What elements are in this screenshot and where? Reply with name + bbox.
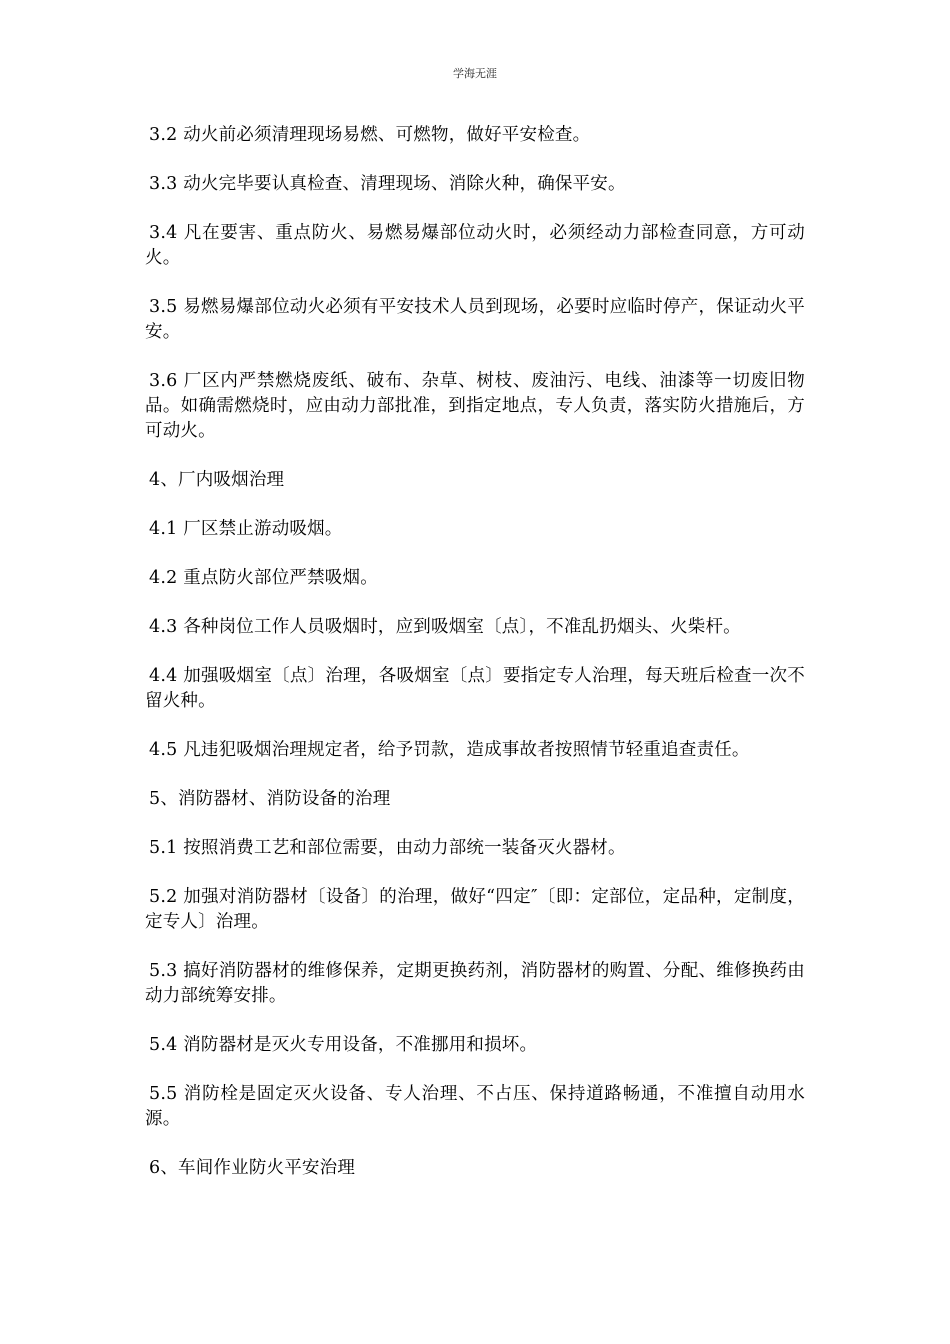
page-header: 学海无涯 [453, 67, 497, 80]
paragraph-3-4: 3.4 凡在要害、重点防火、易燃易爆部位动火时，必须经动力部检查同意，方可动火。 [145, 223, 805, 268]
paragraph-3-3: 3.3 动火完毕要认真检查、清理现场、消除火种，确保平安。 [149, 174, 626, 194]
paragraph-4-2: 4.2 重点防火部位严禁吸烟。 [149, 568, 378, 588]
section-heading-4: 4、厂内吸烟治理 [149, 470, 285, 490]
paragraph-4-1: 4.1 厂区禁止游动吸烟。 [149, 519, 343, 539]
paragraph-5-5: 5.5 消防栓是固定灭火设备、专人治理、不占压、保持道路畅通，不准擅自动用水源。 [145, 1084, 805, 1129]
paragraph-4-4: 4.4 加强吸烟室〔点〕治理，各吸烟室〔点〕要指定专人治理，每天班后检查一次不留火种。 [145, 666, 805, 711]
document-body [145, 123, 805, 1205]
paragraph-5-4: 5.4 消防器材是灭火专用设备，不准挪用和损坏。 [149, 1035, 538, 1055]
paragraph-5-3: 5.3 搞好消防器材的维修保养，定期更换药剂，消防器材的购置、分配、维修换药由动力部统筹安排。 [145, 961, 805, 1006]
section-heading-6: 6、车间作业防火平安治理 [149, 1158, 356, 1178]
paragraph-4-3: 4.3 各种岗位工作人员吸烟时，应到吸烟室〔点〕，不准乱扔烟头、火柴杆。 [149, 617, 741, 637]
paragraph-4-5: 4.5 凡违犯吸烟治理规定者，给予罚款，造成事故者按照情节轻重追查责任。 [149, 740, 750, 760]
paragraph-5-1: 5.1 按照消费工艺和部位需要，由动力部统一装备灭火器材。 [149, 838, 626, 858]
section-heading-5: 5、消防器材、消防设备的治理 [149, 789, 391, 809]
paragraph-3-5: 3.5 易燃易爆部位动火必须有平安技术人员到现场，必要时应临时停产，保证动火平安。 [145, 297, 805, 342]
paragraph-3-6: 3.6 厂区内严禁燃烧废纸、破布、杂草、树枝、废油污、电线、油漆等一切废旧物品。如确需燃烧时，应由动力部批准，到指定地点，专人负责，落实防火措施后，方可动火。 [145, 371, 805, 441]
paragraph-5-2: 5.2 加强对消防器材〔设备〕的治理，做好“四定″〔即：定部位，定品种，定制度，定专人〕治理。 [145, 887, 805, 932]
paragraph-3-2: 3.2 动火前必须清理现场易燃、可燃物，做好平安检查。 [149, 125, 591, 145]
